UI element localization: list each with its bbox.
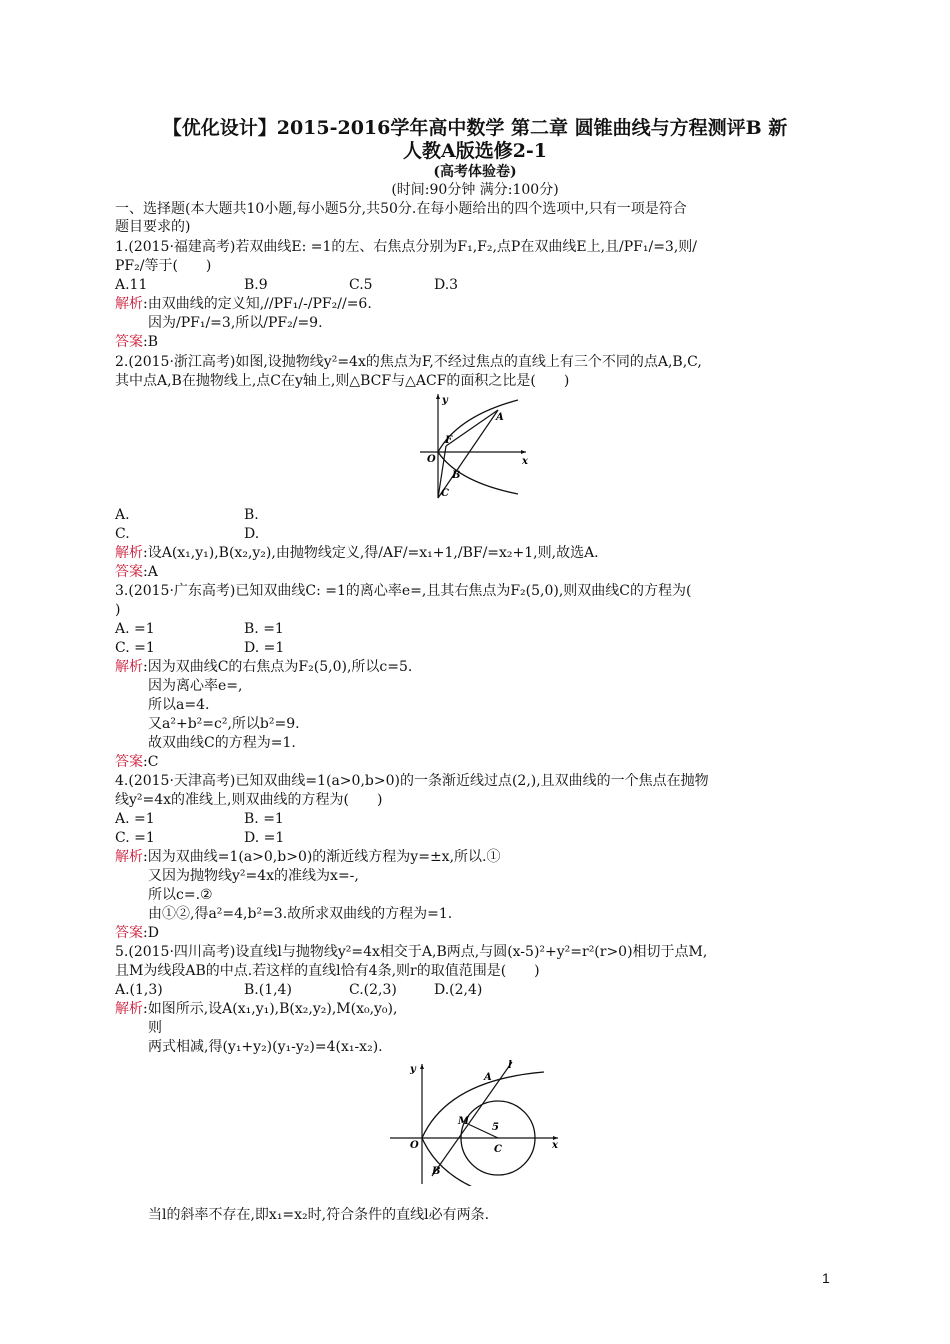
q2-line-abc [438, 410, 498, 498]
q2-x-arrow [521, 450, 526, 454]
q3-option-d: D. =1 [244, 640, 285, 656]
q1-option-d: D.3 [434, 277, 459, 293]
q1-answer-text: :B [143, 334, 159, 350]
q3-analysis-cont2: 所以a=4. [148, 697, 210, 713]
q5-label-l: l [508, 1060, 512, 1071]
q1-stem: 1.(2015·福建高考)若双曲线E: =1的左、右焦点分别为F₁,F₂,点P在双曲线E上,且/PF₁/=3,则/ [115, 239, 698, 255]
q2-option-c: C. [115, 526, 130, 542]
q2-label-f: F [445, 435, 453, 446]
q1-option-b: B.9 [244, 277, 268, 293]
q2-parabola-figure [418, 390, 530, 500]
q1-stem-cont: PF₂/等于( ) [115, 258, 212, 274]
q2-label-b: B [452, 470, 461, 481]
q3-analysis-cont4: 故双曲线C的方程为=1. [148, 735, 296, 751]
q2-label-x: x [522, 456, 528, 467]
q5-y-arrow [420, 1064, 424, 1069]
analysis-label: 解析 [115, 849, 143, 865]
q2-label-y: y [442, 395, 448, 406]
q5-parabola-circle-figure [388, 1058, 564, 1186]
q2-option-d: D. [244, 526, 260, 542]
q4-analysis [115, 848, 500, 866]
q3-answer [115, 753, 158, 771]
q5-label-b: B [432, 1166, 441, 1177]
q2-label-o: O [427, 454, 436, 465]
q3-analysis-cont3: 又a²+b²=c²,所以b²=9. [148, 716, 300, 732]
q4-analysis-cont1: 又因为抛物线y²=4x的准线为x=-, [148, 868, 359, 884]
doc-subtitle: (高考体验卷) [433, 164, 517, 180]
q3-answer-text: :C [143, 754, 159, 770]
q5-label-a: A [484, 1072, 492, 1083]
q4-stem: 4.(2015·天津高考)已知双曲线=1(a>0,b>0)的一条渐近线过点(2,),且双曲线的一个焦点在抛物 [115, 773, 709, 789]
q5-analysis [115, 1000, 397, 1018]
q5-label-y: y [410, 1064, 416, 1075]
q2-y-arrow [436, 394, 440, 399]
analysis-label: 解析 [115, 545, 143, 561]
q4-analysis-cont2: 所以c=.② [148, 887, 213, 903]
doc-title-line1: 【优化设计】2015-2016学年高中数学 第二章 圆锥曲线与方程测评B 新 [162, 117, 788, 139]
q5-label-x: x [552, 1140, 558, 1151]
q4-option-a: A. =1 [115, 811, 155, 827]
q5-option-c: C.(2,3) [349, 982, 397, 998]
q4-analysis-cont3: 由①②,得a²=4,b²=3.故所求双曲线的方程为=1. [148, 906, 453, 922]
analysis-label: 解析 [115, 659, 143, 675]
q1-answer [115, 333, 158, 351]
q5-label-o: O [410, 1140, 419, 1151]
q2-label-a: A [496, 412, 504, 423]
q2-segment-fa [446, 410, 498, 446]
answer-label: 答案 [115, 925, 143, 941]
q4-stem-cont: 线y²=4x的准线上,则双曲线的方程为( ) [115, 792, 383, 808]
q5-stem: 5.(2015·四川高考)设直线l与抛物线y²=4x相交于A,B两点,与圆(x-5)²+y²=r²(r>0)相切于点M, [115, 944, 708, 960]
q3-option-a: A. =1 [115, 621, 155, 637]
analysis-label: 解析 [115, 296, 143, 312]
doc-title-line2: 人教A版选修2-1 [402, 140, 548, 162]
q3-stem-cont: ) [115, 602, 121, 618]
q5-option-b: B.(1,4) [244, 982, 292, 998]
q4-option-d: D. =1 [244, 830, 285, 846]
q1-option-c: C.5 [349, 277, 373, 293]
q1-analysis-text: :由双曲线的定义知,//PF₁/-/PF₂//=6. [143, 296, 372, 312]
analysis-label: 解析 [115, 1001, 143, 1017]
q5-analysis-cont2: 两式相减,得(y₁+y₂)(y₁-y₂)=4(x₁-x₂). [148, 1039, 383, 1055]
section-heading: 一、选择题(本大题共10小题,每小题5分,共50分.在每小题给出的四个选项中,只有一项是符合 [115, 201, 687, 217]
q3-analysis-text: :因为双曲线C的右焦点为F₂(5,0),所以c=5. [143, 659, 413, 675]
q2-option-b: B. [244, 507, 259, 523]
section-heading-cont: 题目要求的) [115, 219, 191, 235]
q5-option-d: D.(2,4) [434, 982, 483, 998]
q1-analysis [115, 295, 372, 313]
q5-line-l [432, 1062, 512, 1176]
q3-analysis-cont1: 因为离心率e=, [148, 678, 243, 694]
q5-analysis-text: :如图所示,设A(x₁,y₁),B(x₂,y₂),M(x₀,y₀), [143, 1001, 398, 1017]
q3-stem: 3.(2015·广东高考)已知双曲线C: =1的离心率e=,且其右焦点为F₂(5,0),则双曲线C的方程为( [115, 583, 692, 599]
q5-label-c: C [494, 1144, 502, 1155]
doc-meta: (时间:90分钟 满分:100分) [391, 182, 559, 198]
q1-analysis-cont: 因为/PF₁/=3,所以/PF₂/=9. [148, 315, 323, 331]
answer-label: 答案 [115, 754, 143, 770]
answer-label: 答案 [115, 334, 143, 350]
q5-option-a: A.(1,3) [115, 982, 163, 998]
q3-option-b: B. =1 [244, 621, 284, 637]
q4-answer [115, 924, 159, 942]
q4-option-c: C. =1 [115, 830, 155, 846]
q2-analysis [115, 544, 599, 562]
q4-option-b: B. =1 [244, 811, 284, 827]
q2-answer-text: :A [143, 564, 158, 580]
q5-label-m: M [458, 1116, 470, 1127]
q5-analysis-cont3: 当l的斜率不存在,即x₁=x₂时,符合条件的直线l必有两条. [148, 1207, 490, 1223]
page-number: 1 [822, 1270, 830, 1286]
q4-answer-text: :D [143, 925, 159, 941]
q2-option-a: A. [115, 507, 130, 523]
q5-label-five: 5 [492, 1122, 499, 1133]
q2-analysis-text: :设A(x₁,y₁),B(x₂,y₂),由抛物线定义,得/AF/=x₁+1,/BF/=x₂+1,则,故选A. [143, 545, 599, 561]
q5-stem-cont: 且M为线段AB的中点.若这样的直线l恰有4条,则r的取值范围是( ) [115, 963, 540, 979]
q2-stem: 2.(2015·浙江高考)如图,设抛物线y²=4x的焦点为F,不经过焦点的直线上有三个不同的点A,B,C, [115, 354, 702, 370]
q5-analysis-cont1: 则 [148, 1020, 162, 1036]
q4-analysis-text: :因为双曲线=1(a>0,b>0)的渐近线方程为y=±x,所以.① [143, 849, 501, 865]
q3-option-c: C. =1 [115, 640, 155, 656]
q2-answer [115, 563, 158, 581]
q1-option-a: A.11 [115, 277, 148, 293]
q2-stem-cont: 其中点A,B在抛物线上,点C在y轴上,则△BCF与△ACF的面积之比是( ) [115, 373, 570, 389]
q3-analysis [115, 658, 412, 676]
answer-label: 答案 [115, 564, 143, 580]
q2-label-c: C [441, 488, 449, 499]
